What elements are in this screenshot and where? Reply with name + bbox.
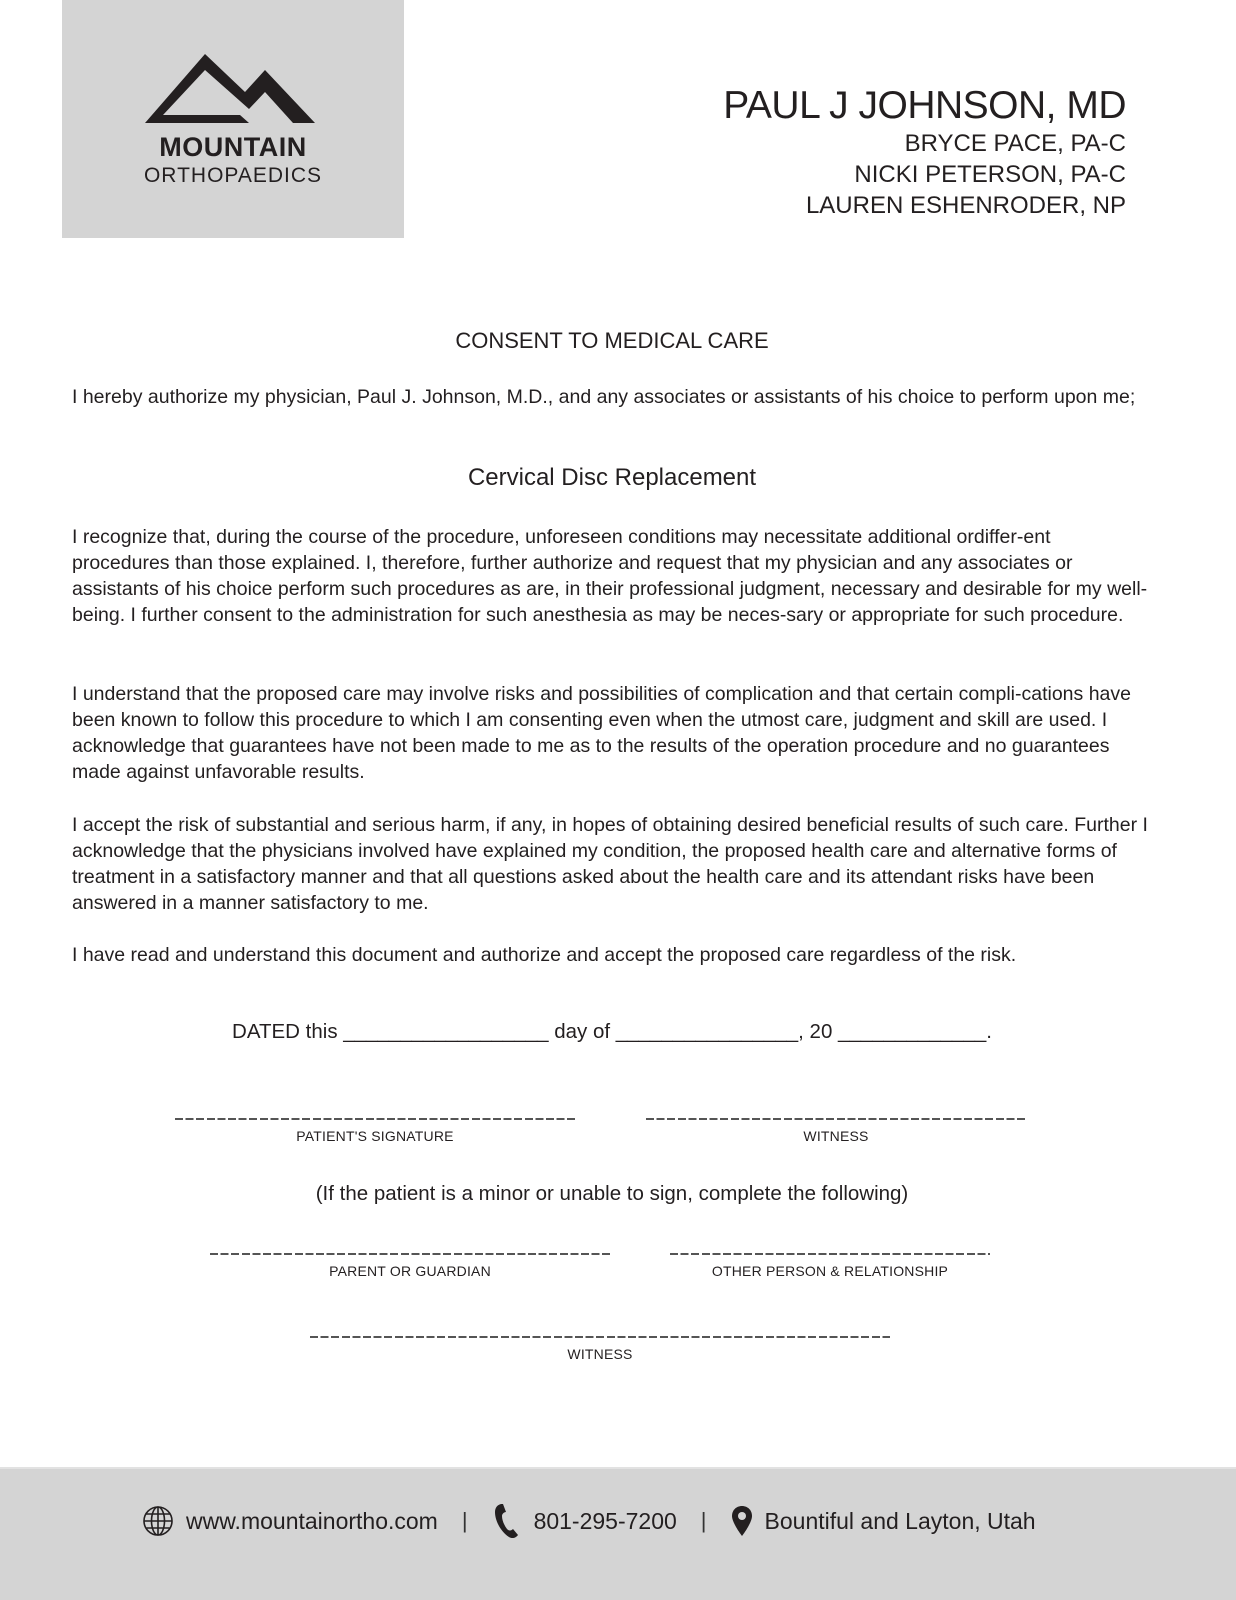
other-person-label: OTHER PERSON & RELATIONSHIP (711, 1263, 949, 1279)
logo-subtitle: ORTHOPAEDICS (143, 164, 323, 187)
logo-panel (62, 0, 404, 238)
signature-line[interactable] (310, 1336, 890, 1338)
paragraph-acknowledgement: I have read and understand this document and authorize and accept the proposed care regardless of the risk. (72, 944, 1017, 966)
logo-name: MOUNTAIN (159, 132, 307, 162)
other-person-signature-field[interactable] (670, 1253, 990, 1281)
associate-provider: LAUREN ESHENRODER, NP (805, 192, 1126, 219)
signature-line[interactable] (210, 1253, 610, 1255)
separator: | (700, 1508, 707, 1533)
separator: | (461, 1508, 468, 1533)
signature-line[interactable] (175, 1118, 575, 1120)
patient-signature-label: PATIENT'S SIGNATURE (296, 1128, 454, 1144)
signature-line[interactable] (670, 1253, 990, 1255)
paragraph-accept-risk: I accept the risk of substantial and serious harm, if any, in hopes of obtaining desired beneficial results of such care. Further I acknowledge that the physicians involved have explained my condition, the proposed health care and alternative forms of treatment in a satisfactory manner and that all questions asked about the health care and its attendant risks have been answered in a manner satisfactory to me. (72, 814, 1148, 914)
document-title: CONSENT TO MEDICAL CARE (455, 328, 769, 353)
witness-signature-field[interactable] (646, 1118, 1026, 1146)
phone-icon (492, 1502, 522, 1540)
globe-icon (142, 1505, 174, 1537)
guardian-label: PARENT OR GUARDIAN (329, 1263, 491, 1279)
website-link[interactable]: www.mountainortho.com (186, 1507, 438, 1534)
mountain-peaks-icon (145, 52, 315, 128)
dated-line[interactable]: DATED this __________________ day of ________________, 20 _____________. (232, 1020, 992, 1043)
map-pin-icon (731, 1505, 753, 1537)
procedure-name: Cervical Disc Replacement (467, 464, 757, 491)
paragraph-unforeseen-conditions: I recognize that, during the course of the procedure, unforeseen conditions may necessitate additional ordiffer-ent procedures than those explained. I, therefore, further authorize and request that my physician and any associates or assistants of his choice perform such procedures as are, in their professional judgment, necessary and desirable for my well-being. I further consent to the administration for such anesthesia as may be neces-sary or appropriate for such procedure. (72, 526, 1148, 626)
witness-label: WITNESS (803, 1128, 869, 1144)
provider-list (723, 84, 1126, 221)
footer-contact-row (142, 1502, 1036, 1540)
witness2-label: WITNESS (567, 1346, 633, 1362)
intro-paragraph: I hereby authorize my physician, Paul J. Johnson, M.D., and any associates or assistants of his choice to perform upon me; (72, 386, 1136, 408)
location-text: Bountiful and Layton, Utah (764, 1507, 1036, 1534)
phone-number[interactable]: 801-295-7200 (533, 1507, 677, 1534)
signature-line[interactable] (646, 1118, 1026, 1120)
footer-bar (0, 1467, 1236, 1600)
guardian-signature-field[interactable] (210, 1253, 610, 1281)
associate-provider: NICKI PETERSON, PA-C (854, 161, 1126, 188)
witness2-signature-field[interactable] (310, 1336, 890, 1364)
lead-physician: PAUL J JOHNSON, MD (723, 84, 1126, 127)
minor-instructions: (If the patient is a minor or unable to sign, complete the following) (315, 1182, 909, 1205)
paragraph-risks: I understand that the proposed care may involve risks and possibilities of complication and that certain compli-cations have been known to follow this procedure to which I am consenting even when the utmost care, judgment and skill are used. I acknowledge that guarantees have not been made to me as to the results of the operation procedure and no guarantees made against unfavorable results. (72, 683, 1131, 783)
associate-provider: BRYCE PACE, PA-C (904, 130, 1126, 157)
patient-signature-field[interactable] (175, 1118, 575, 1146)
